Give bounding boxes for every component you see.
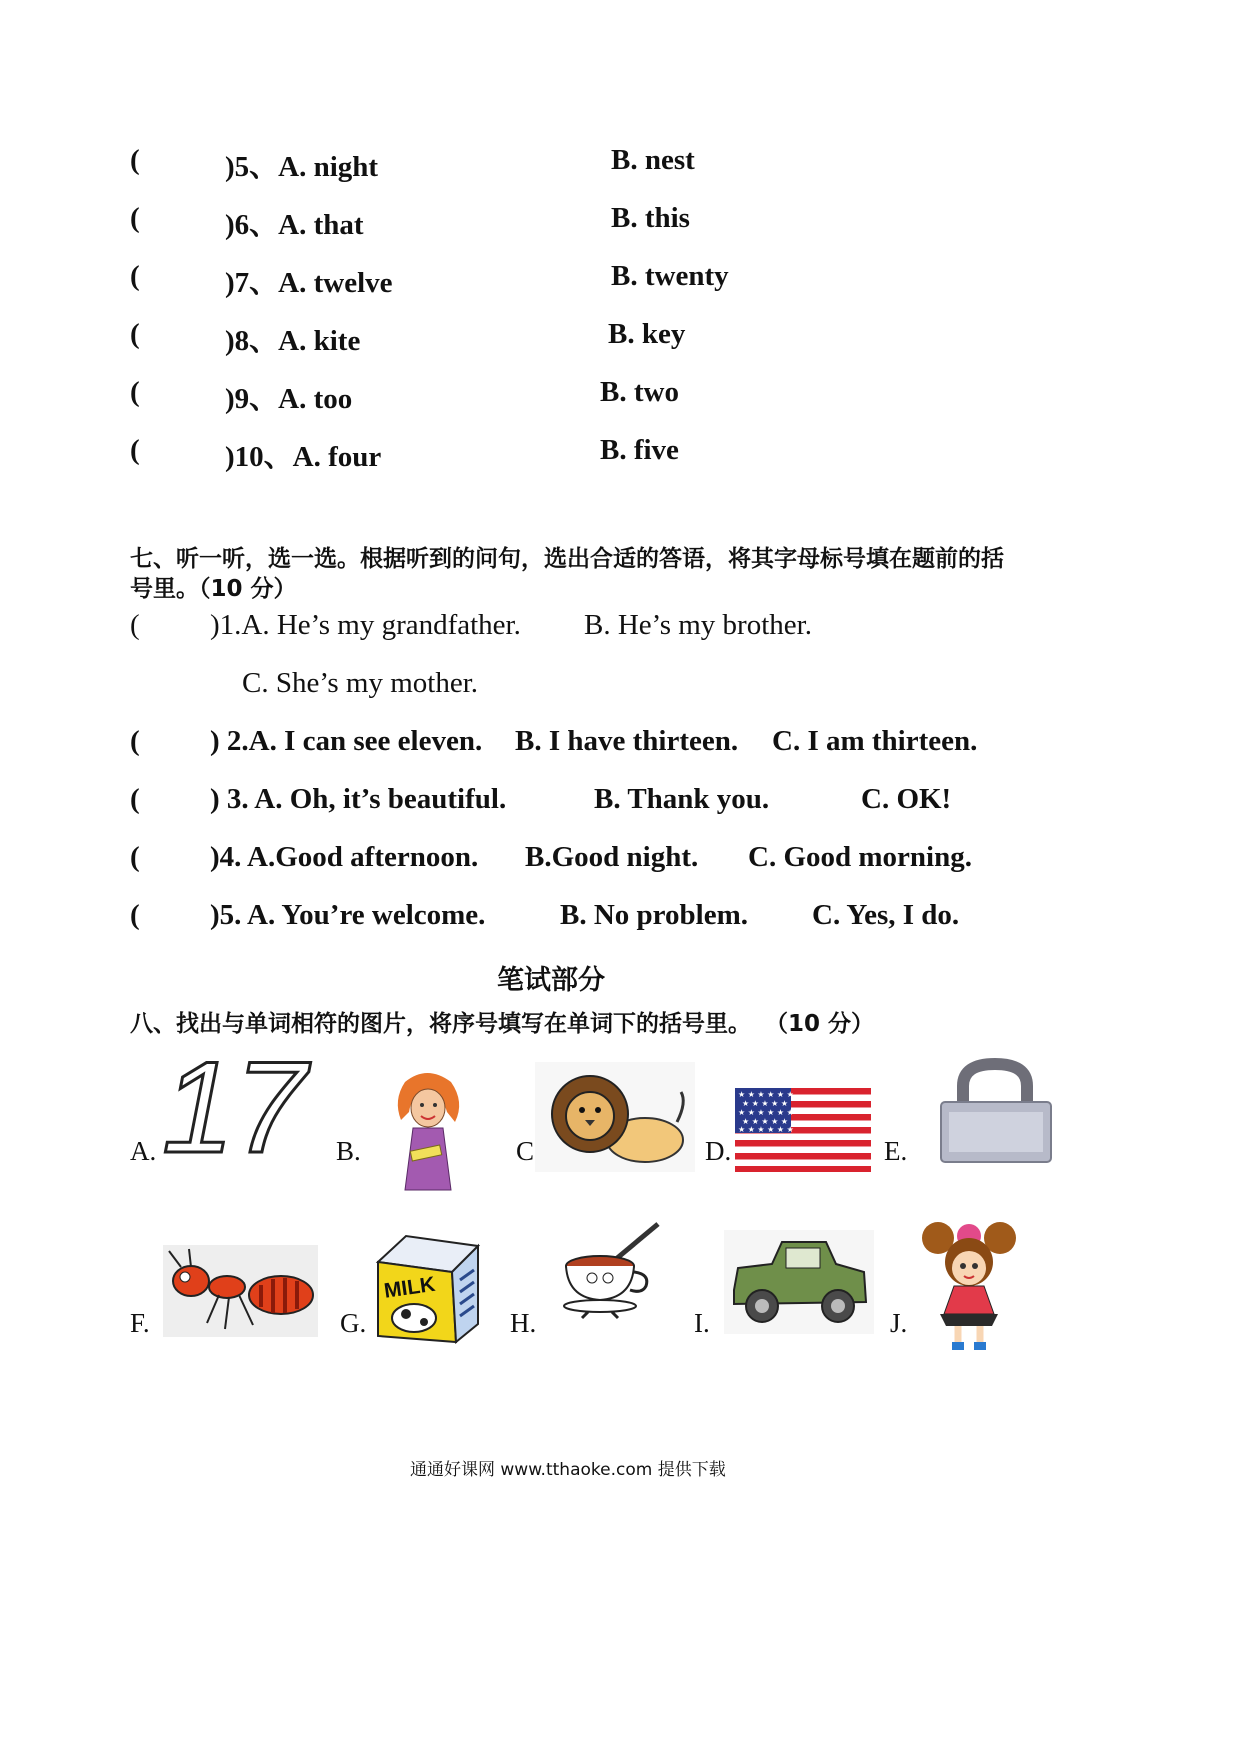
option-b: B. twenty xyxy=(611,260,729,292)
option-c: C. She’s my mother. xyxy=(242,667,479,699)
option-b: B. this xyxy=(611,202,690,234)
option-b: B. nest xyxy=(611,144,695,176)
lock-picture xyxy=(935,1060,1055,1165)
option-a: )1.A. He’s my grandfather. xyxy=(210,609,521,641)
option-c: C. OK! xyxy=(861,783,952,815)
option-b: B. key xyxy=(608,318,686,350)
svg-text:★ ★ ★ ★ ★: ★ ★ ★ ★ ★ xyxy=(742,1099,789,1108)
picture-label-h: H. xyxy=(510,1308,537,1338)
footer-text: 通通好课网 www.tthaoke.com 提供下载 xyxy=(410,1460,726,1480)
part8-instruction: 八、找出与单词相符的图片，将序号填写在单词下的括号里。 xyxy=(130,1011,751,1037)
picture-label-d: D. xyxy=(705,1136,732,1166)
option-c: C. I am thirteen. xyxy=(772,725,978,757)
picture-label-g: G. xyxy=(340,1308,367,1338)
svg-text:★ ★ ★ ★ ★ ★: ★ ★ ★ ★ ★ ★ xyxy=(738,1108,794,1117)
option-a: )8、A. kite xyxy=(225,325,361,357)
svg-text:★ ★ ★ ★ ★ ★: ★ ★ ★ ★ ★ ★ xyxy=(738,1090,794,1099)
option-a: )5、A. night xyxy=(225,151,379,183)
option-c: C. Yes, I do. xyxy=(812,899,960,931)
option-a: ) 2.A. I can see eleven. xyxy=(210,725,483,757)
svg-text:★ ★ ★ ★ ★ ★: ★ ★ ★ ★ ★ ★ xyxy=(738,1125,794,1134)
answer-paren[interactable]: ( xyxy=(130,318,140,350)
option-a: )9、A. too xyxy=(225,383,353,415)
number-17-picture xyxy=(160,1034,307,1180)
answer-paren[interactable]: ( xyxy=(130,260,140,292)
option-b: B. No problem. xyxy=(560,899,748,931)
picture-label-a: A. xyxy=(130,1136,157,1166)
part8-score: （10 分） xyxy=(765,1011,875,1037)
milk-label: MILK xyxy=(382,1272,437,1303)
answer-paren[interactable]: ( xyxy=(130,609,140,641)
option-a: )6、A. that xyxy=(225,209,364,241)
american-flag-picture xyxy=(735,1088,871,1172)
answer-paren[interactable]: ( xyxy=(130,841,140,873)
option-b: B. five xyxy=(600,434,679,466)
mother-picture xyxy=(385,1072,470,1190)
answer-paren[interactable]: ( xyxy=(130,899,140,931)
picture-label-b: B. xyxy=(336,1136,361,1166)
option-a: )5. A. You’re welcome. xyxy=(210,899,486,931)
answer-paren[interactable]: ( xyxy=(130,144,140,176)
option-a: )4. A.Good afternoon. xyxy=(210,841,479,873)
picture-label-i: I. xyxy=(694,1308,710,1338)
part7-instruction-cont: 号里。（10 分） xyxy=(130,576,297,602)
part7-instruction: 七、听一听，选一选。根据听到的问句，选出合适的答语，将其字母标号填在题前的括 xyxy=(130,546,1004,572)
picture-label-f: F. xyxy=(130,1308,150,1338)
jeep-picture xyxy=(724,1230,874,1334)
option-b: B. He’s my brother. xyxy=(584,609,812,641)
picture-label-e: E. xyxy=(884,1136,908,1166)
number-17-text: 17 xyxy=(162,1034,307,1180)
picture-label-c: C xyxy=(516,1136,535,1166)
option-a: )10、A. four xyxy=(225,441,382,473)
answer-paren[interactable]: ( xyxy=(130,725,140,757)
option-b: B. I have thirteen. xyxy=(515,725,739,757)
section-title: 笔试部分 xyxy=(497,965,605,996)
answer-paren[interactable]: ( xyxy=(130,434,140,466)
answer-paren[interactable]: ( xyxy=(130,376,140,408)
girl-picture xyxy=(918,1218,1020,1354)
svg-text:★ ★ ★ ★ ★: ★ ★ ★ ★ ★ xyxy=(742,1117,789,1126)
option-a: ) 3. A. Oh, it’s beautiful. xyxy=(210,783,507,815)
answer-paren[interactable]: ( xyxy=(130,202,140,234)
lion-picture xyxy=(535,1062,695,1172)
milk-carton-picture xyxy=(372,1232,484,1344)
option-c: C. Good morning. xyxy=(748,841,972,873)
ant-picture xyxy=(163,1245,318,1337)
option-b: B. two xyxy=(600,376,679,408)
option-b: B.Good night. xyxy=(525,841,699,873)
picture-label-j: J. xyxy=(890,1308,908,1338)
tea-cup-picture xyxy=(560,1220,665,1320)
option-a: )7、A. twelve xyxy=(225,267,393,299)
option-b: B. Thank you. xyxy=(594,783,770,815)
answer-paren[interactable]: ( xyxy=(130,783,140,815)
